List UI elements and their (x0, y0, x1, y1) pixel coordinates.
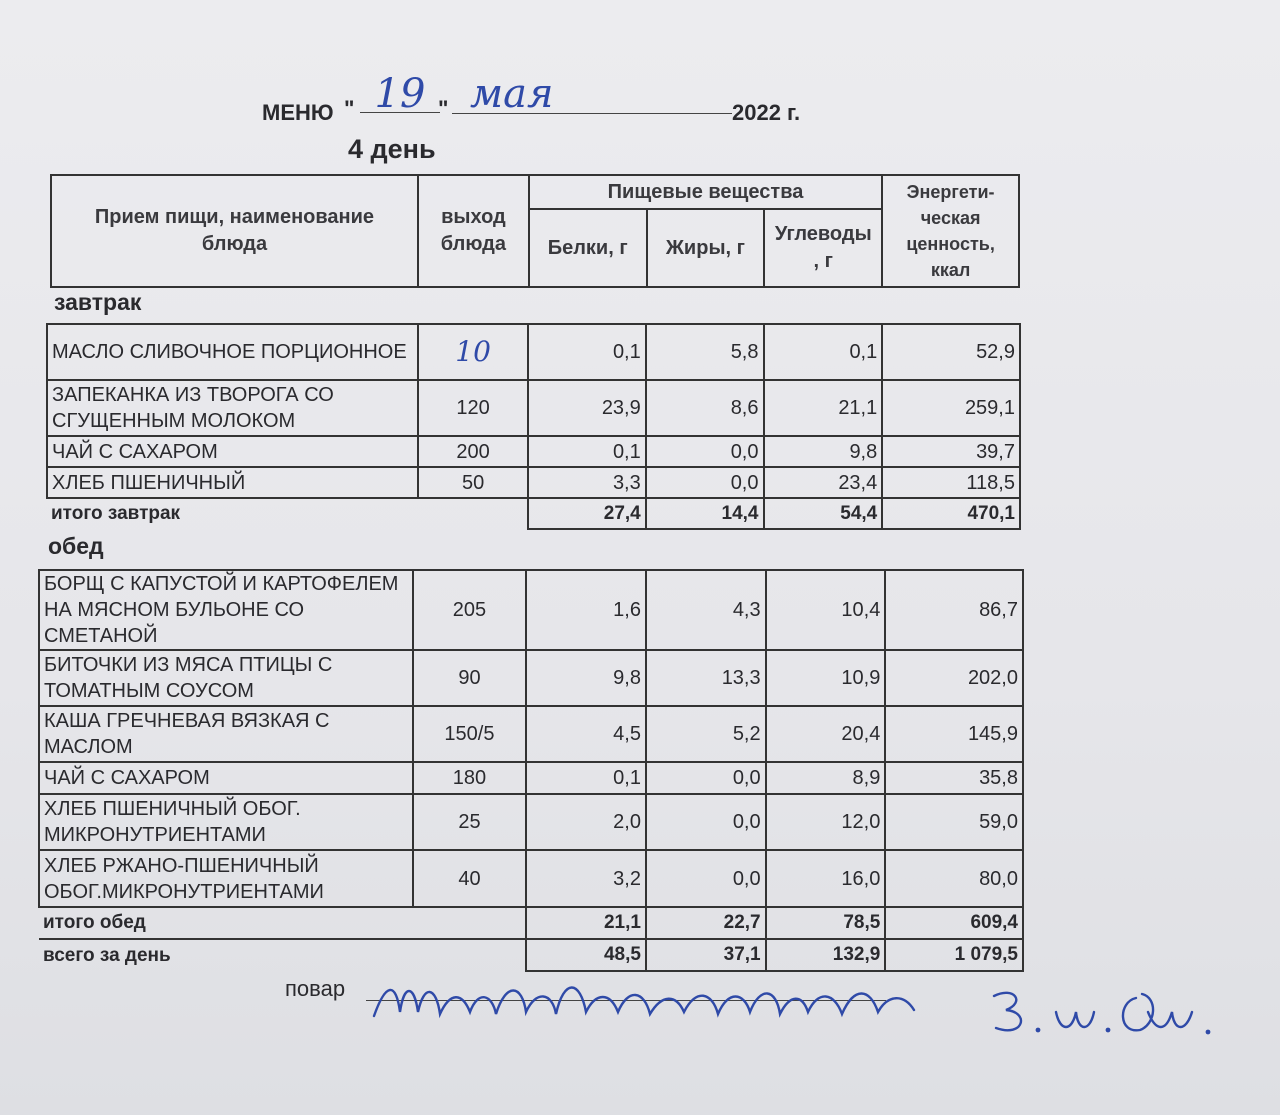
dish-output: 25 (413, 794, 527, 850)
dish-carbs: 10,4 (766, 570, 886, 650)
dish-energy: 118,5 (882, 467, 1020, 498)
dish-protein: 2,0 (526, 794, 646, 850)
dish-name: КАША ГРЕЧНЕВАЯ ВЯЗКАЯ С МАСЛОМ (39, 706, 413, 762)
col-energy: Энергети-ческая ценность, ккал (882, 175, 1019, 287)
dish-fat: 8,6 (646, 380, 764, 436)
total-label: итого завтрак (47, 498, 528, 529)
dish-name: ЧАЙ С САХАРОМ (39, 762, 413, 794)
table-row (39, 850, 1023, 907)
table-row (39, 706, 1023, 762)
dish-fat: 4,3 (646, 570, 766, 650)
table-row (47, 436, 1020, 467)
menu-label: МЕНЮ (262, 100, 334, 125)
handwritten-day: 19 (360, 76, 440, 113)
col-fat: Жиры, г (647, 209, 765, 287)
dish-carbs: 16,0 (766, 850, 886, 907)
dish-energy: 59,0 (885, 794, 1023, 850)
dish-carbs: 21,1 (764, 380, 883, 436)
dish-output: 50 (418, 467, 528, 498)
col-nutrients: Пищевые вещества (529, 175, 882, 209)
dish-carbs: 23,4 (764, 467, 883, 498)
dish-carbs: 9,8 (764, 436, 883, 467)
total-protein: 27,4 (528, 498, 646, 529)
table-row (39, 794, 1023, 850)
total-energy: 609,4 (885, 907, 1023, 939)
dish-fat: 0,0 (646, 762, 766, 794)
dish-carbs: 0,1 (764, 324, 883, 380)
dish-energy: 52,9 (882, 324, 1020, 380)
day-total-energy: 1 079,5 (885, 939, 1023, 971)
col-protein: Белки, г (529, 209, 647, 287)
dish-protein: 23,9 (528, 380, 646, 436)
dish-energy: 35,8 (885, 762, 1023, 794)
dish-carbs: 10,9 (766, 650, 886, 706)
dish-name: ЗАПЕКАНКА ИЗ ТВОРОГА СО СГУЩЕННЫМ МОЛОКОМ (47, 380, 418, 436)
lunch-total-row (39, 907, 1023, 939)
dish-carbs: 12,0 (766, 794, 886, 850)
total-protein: 21,1 (526, 907, 646, 939)
dish-protein: 0,1 (528, 436, 646, 467)
dish-fat: 0,0 (646, 850, 766, 907)
handwritten-month: мая (452, 76, 732, 114)
col-output: выход блюда (418, 175, 529, 287)
dish-fat: 0,0 (646, 436, 764, 467)
breakfast-total-row (47, 498, 1020, 529)
dish-energy: 145,9 (885, 706, 1023, 762)
lunch-table (38, 569, 1024, 972)
total-carbs: 78,5 (766, 907, 886, 939)
dish-protein: 0,1 (526, 762, 646, 794)
dish-output: 90 (413, 650, 527, 706)
table-row (47, 324, 1020, 380)
dish-name: ХЛЕБ РЖАНО-ПШЕНИЧНЫЙ ОБОГ.МИКРОНУТРИЕНТАМИ (39, 850, 413, 907)
column-header-table (50, 174, 1020, 288)
handwritten-signature (366, 972, 1246, 1042)
table-row (47, 380, 1020, 436)
day-total-row (39, 939, 1023, 971)
dish-output: 40 (413, 850, 527, 907)
dish-name: ХЛЕБ ПШЕНИЧНЫЙ (47, 467, 418, 498)
dish-protein: 1,6 (526, 570, 646, 650)
breakfast-title: завтрак (54, 289, 142, 315)
dish-carbs: 20,4 (766, 706, 886, 762)
dish-fat: 0,0 (646, 467, 764, 498)
total-fat: 14,4 (646, 498, 764, 529)
dish-output: 120 (418, 380, 528, 436)
lunch-title: обед (48, 533, 104, 559)
day-total-protein: 48,5 (526, 939, 646, 971)
dish-fat: 5,8 (646, 324, 764, 380)
dish-output: 180 (413, 762, 527, 794)
day-label: 4 день (348, 134, 436, 164)
dish-output: 10 (418, 324, 528, 380)
dish-protein: 3,3 (528, 467, 646, 498)
total-carbs: 54,4 (764, 498, 883, 529)
table-row (39, 762, 1023, 794)
dish-energy: 259,1 (882, 380, 1020, 436)
dish-protein: 9,8 (526, 650, 646, 706)
quote-open: " (344, 96, 355, 121)
col-dish: Прием пищи, наименование блюда (51, 175, 418, 287)
cook-label: повар (285, 976, 346, 1001)
total-label: итого обед (39, 907, 526, 939)
dish-protein: 3,2 (526, 850, 646, 907)
day-total-carbs: 132,9 (766, 939, 886, 971)
dish-name: БИТОЧКИ ИЗ МЯСА ПТИЦЫ С ТОМАТНЫМ СОУСОМ (39, 650, 413, 706)
dish-name: ЧАЙ С САХАРОМ (47, 436, 418, 467)
dish-output: 205 (413, 570, 527, 650)
dish-fat: 0,0 (646, 794, 766, 850)
dish-output: 200 (418, 436, 528, 467)
dish-name: БОРЩ С КАПУСТОЙ И КАРТОФЕЛЕМ НА МЯСНОМ БУЛЬОНЕ СО СМЕТАНОЙ (39, 570, 413, 650)
table-row (47, 467, 1020, 498)
dish-carbs: 8,9 (766, 762, 886, 794)
year-label: 2022 г. (732, 100, 801, 125)
quote-close: " (438, 96, 449, 121)
dish-protein: 0,1 (528, 324, 646, 380)
dish-energy: 80,0 (885, 850, 1023, 907)
dish-protein: 4,5 (526, 706, 646, 762)
dish-energy: 86,7 (885, 570, 1023, 650)
dish-fat: 13,3 (646, 650, 766, 706)
day-total-label: всего за день (39, 939, 526, 971)
day-total-fat: 37,1 (646, 939, 766, 971)
dish-output: 150/5 (413, 706, 527, 762)
dish-name: ХЛЕБ ПШЕНИЧНЫЙ ОБОГ. МИКРОНУТРИЕНТАМИ (39, 794, 413, 850)
total-energy: 470,1 (882, 498, 1020, 529)
table-row (39, 570, 1023, 650)
breakfast-table (46, 323, 1021, 530)
table-row (39, 650, 1023, 706)
dish-fat: 5,2 (646, 706, 766, 762)
dish-energy: 202,0 (885, 650, 1023, 706)
total-fat: 22,7 (646, 907, 766, 939)
col-carbs: Углеводы , г (764, 209, 882, 287)
dish-name: МАСЛО СЛИВОЧНОЕ ПОРЦИОННОЕ (47, 324, 418, 380)
dish-energy: 39,7 (882, 436, 1020, 467)
